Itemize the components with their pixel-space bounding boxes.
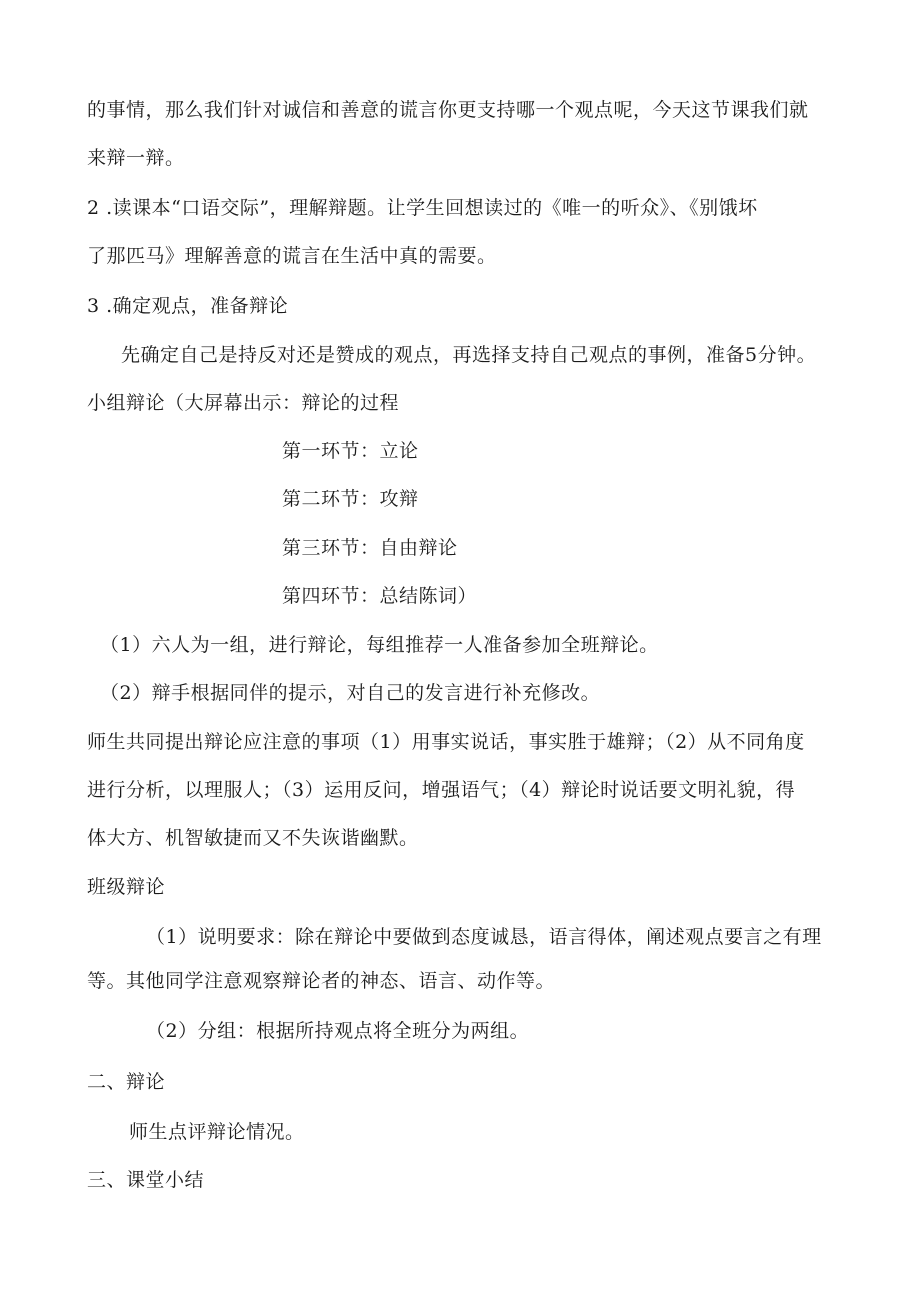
paragraph-line: 的事情，那么我们针对诚信和善意的谎言你更支持哪一个观点呢，今天这节课我们就 xyxy=(87,99,809,121)
paragraph-line: 进行分析，以理服人；（3）运用反问，增强语气；（4）辩论时说话要文明礼貌，得 xyxy=(87,779,796,801)
subsection-heading: 小组辩论（大屏幕出示：辩论的过程 xyxy=(87,392,400,414)
debate-stage-item: 第二环节：攻辩 xyxy=(282,488,419,510)
numbered-item: （1）说明要求：除在辩论中要做到态度诚恳，语言得体，阐述观点要言之有理 xyxy=(146,926,822,948)
paragraph-line: 师生点评辩论情况。 xyxy=(129,1121,305,1143)
paragraph-line: 师生共同提出辩论应注意的事项（1）用事实说话，事实胜于雄辩；（2）从不同角度 xyxy=(87,731,805,753)
section-heading: 3 .确定观点，准备辩论 xyxy=(87,295,289,317)
numbered-item: （1）六人为一组，进行辩论，每组推荐一人准备参加全班辩论。 xyxy=(100,634,659,656)
subsection-heading: 班级辩论 xyxy=(87,876,166,898)
debate-stage-item: 第四环节：总结陈词） xyxy=(282,585,478,607)
paragraph-line: 了那匹马》理解善意的谎言在生活中真的需要。 xyxy=(87,245,497,267)
paragraph-line: 先确定自己是持反对还是赞成的观点，再选择支持自己观点的事例，准备5分钟。 xyxy=(121,344,817,366)
paragraph-line: 体大方、机智敏捷而又不失诙谐幽默。 xyxy=(87,827,419,849)
numbered-item: （2）分组：根据所持观点将全班分为两组。 xyxy=(146,1020,530,1042)
paragraph-line: 来辩一辩。 xyxy=(87,147,185,169)
section-heading: 二、辩论 xyxy=(87,1071,166,1093)
section-heading: 三、课堂小结 xyxy=(87,1169,205,1191)
paragraph-line: 2 .读课本“口语交际”，理解辩题。让学生回想读过的《唯一的听众》、《别饿坏 xyxy=(87,197,758,219)
numbered-item: （2）辩手根据同伴的提示，对自己的发言进行补充修改。 xyxy=(100,682,601,704)
paragraph-line: 等。其他同学注意观察辩论者的神态、语言、动作等。 xyxy=(87,970,556,992)
debate-stage-item: 第一环节：立论 xyxy=(282,440,419,462)
debate-stage-item: 第三环节：自由辩论 xyxy=(282,537,458,559)
